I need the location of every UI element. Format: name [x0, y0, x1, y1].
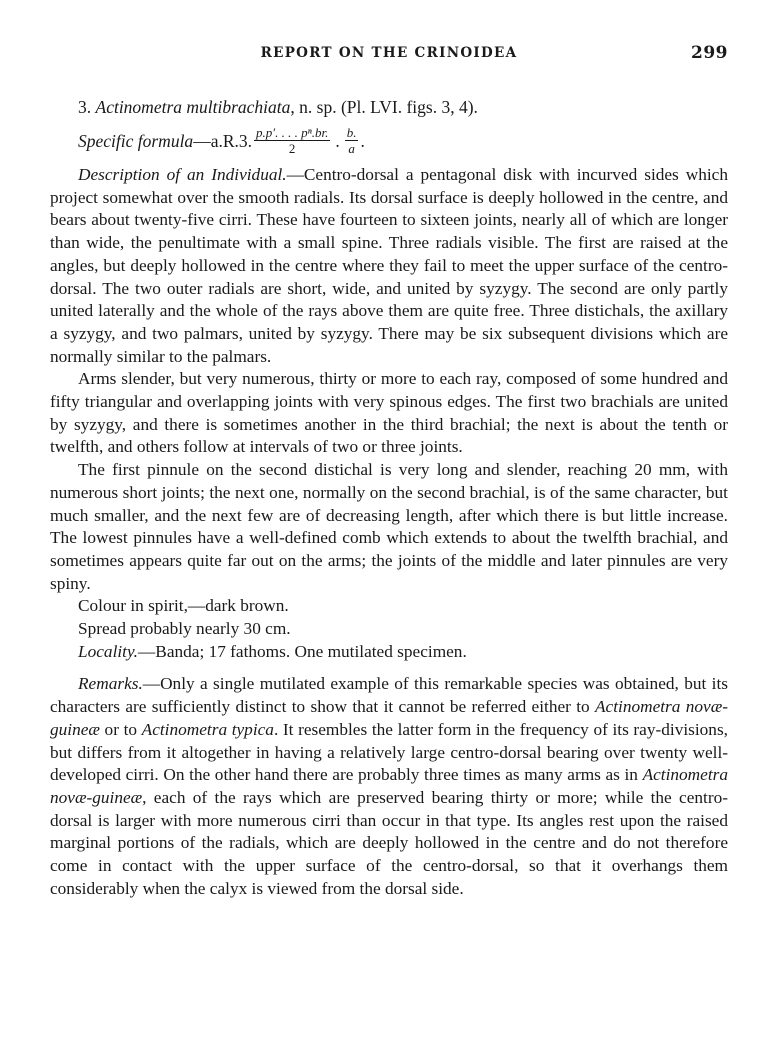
- description-heading: Description of an Individual.: [78, 165, 287, 184]
- pinnules-paragraph: The first pinnule on the second distichal is very long and slender, reaching 20 mm, with numerous short joints; the next one, normally on the second brachial, is of the same character, but much smaller, and the next few are of decreasing length, after which there is but little increase. The lowest pinnules have a well-defined comb which extends to about the twelfth brachial, and sometimes appears quite far out on the arms; the joints of the middle and later pinnules are very spiny.: [50, 460, 728, 593]
- description-text: —Centro-dorsal a pentagonal disk with incurved sides which project somewhat over the smooth radials. Its dorsal surface is deeply hollowed in the centre, and bears about twenty-five cirri. These have fourteen to sixteen joints, nearly all of which are longer than wide, the penultimate with a small spine. Three radials visible. The first are raised at the angles, but deeply hollowed in the centre where they fail to meet the upper surface of the centro-dorsal. The two outer radials are short, wide, and united by syzygy. The second are only partly united laterally and the whole of the rays above them are quite free. Three distichals, the axillary a syzygy, and two palmars, united by syzygy. There may be six subsequent divisions which are normally similar to the palmars.: [50, 165, 728, 366]
- running-title: REPORT ON THE CRINOIDEA: [260, 45, 518, 61]
- description-paragraph: [50, 164, 728, 368]
- remarks-text-3: . It resembles the latter form in the frequency of its ray-divisions, but differs from it altogether in having a relatively large centro-dorsal bearing over twenty well-developed cirri. On the other hand there are probably three times as many arms as in: [50, 719, 728, 785]
- remarks-text-2: or to: [99, 719, 142, 739]
- colour-line: Colour in spirit,—dark brown.: [78, 596, 289, 616]
- species-authority: , n. sp. (Pl. LVI. figs. 3, 4).: [290, 97, 478, 117]
- specific-formula: Specific formula —a.R.3. $\frac{\text{p.p′. . . . pⁿ.br.}}{2}$ . $\frac{b.}{a}$ .: [78, 125, 365, 156]
- species-ref-novae-guineae: Actinometra novæ-guineæ: [50, 697, 728, 739]
- formula-end: .: [360, 130, 365, 151]
- formula-ratio: [345, 125, 359, 156]
- formula-right-numerator: b.: [346, 125, 357, 140]
- body-text: [50, 164, 728, 901]
- formula-prefix: —a.R.3.: [193, 130, 253, 151]
- formula-right-denominator: a: [348, 141, 355, 156]
- locality-text: —Banda; 17 fathoms. One mutilated specimen.: [138, 641, 467, 661]
- species-number: 3.: [78, 97, 92, 117]
- species-ref-typica: Actinometra typica: [141, 719, 274, 739]
- species-ref-novae-guineae-2: Actinometra novæ-guineæ: [50, 765, 728, 807]
- species-heading: [78, 95, 728, 119]
- remarks-text-4: , each of the rays which are preserved bearing thirty or more; while the centro-dorsal is larger with more numerous cirri than occur in that type. Its angles rest upon the raised marginal portions of the radials, which are deeply hollowed in the centre and do not therefore come in contact with the upper surface of the centro-dorsal, so that it overhangs them considerably when the calyx is viewed from the dorsal side.: [50, 787, 728, 898]
- formula-label: Specific formula: [78, 130, 194, 151]
- remarks-heading: Remarks.: [78, 674, 143, 694]
- locality-line: [50, 641, 728, 664]
- formula-denominator: 2: [288, 141, 296, 156]
- formula-numerator: p.p′. . . . pⁿ.br.: [256, 125, 329, 140]
- remarks-paragraph: [50, 673, 728, 900]
- locality-label: Locality.: [78, 641, 139, 661]
- species-name: Actinometra multibrachiata: [95, 97, 291, 117]
- arms-paragraph: Arms slender, but very numerous, thirty or more to each ray, composed of some hundred and fifty triangular and overlapping joints with very spinous edges. The first two brachials are united by syzygy, and there is sometimes another in the third brachial; the next is about the tenth or twelfth, and others follow at intervals of two or three joints.: [50, 369, 728, 457]
- running-header: [50, 0, 728, 85]
- page-number: 299: [691, 43, 728, 63]
- formula-fraction: [254, 125, 330, 156]
- spread-line: Spread probably nearly 30 cm.: [78, 619, 291, 639]
- remarks-text-1: —Only a single mutilated example of this remarkable species was obtained, but its characters are sufficiently distinct to show that it cannot be referred either to: [50, 674, 728, 717]
